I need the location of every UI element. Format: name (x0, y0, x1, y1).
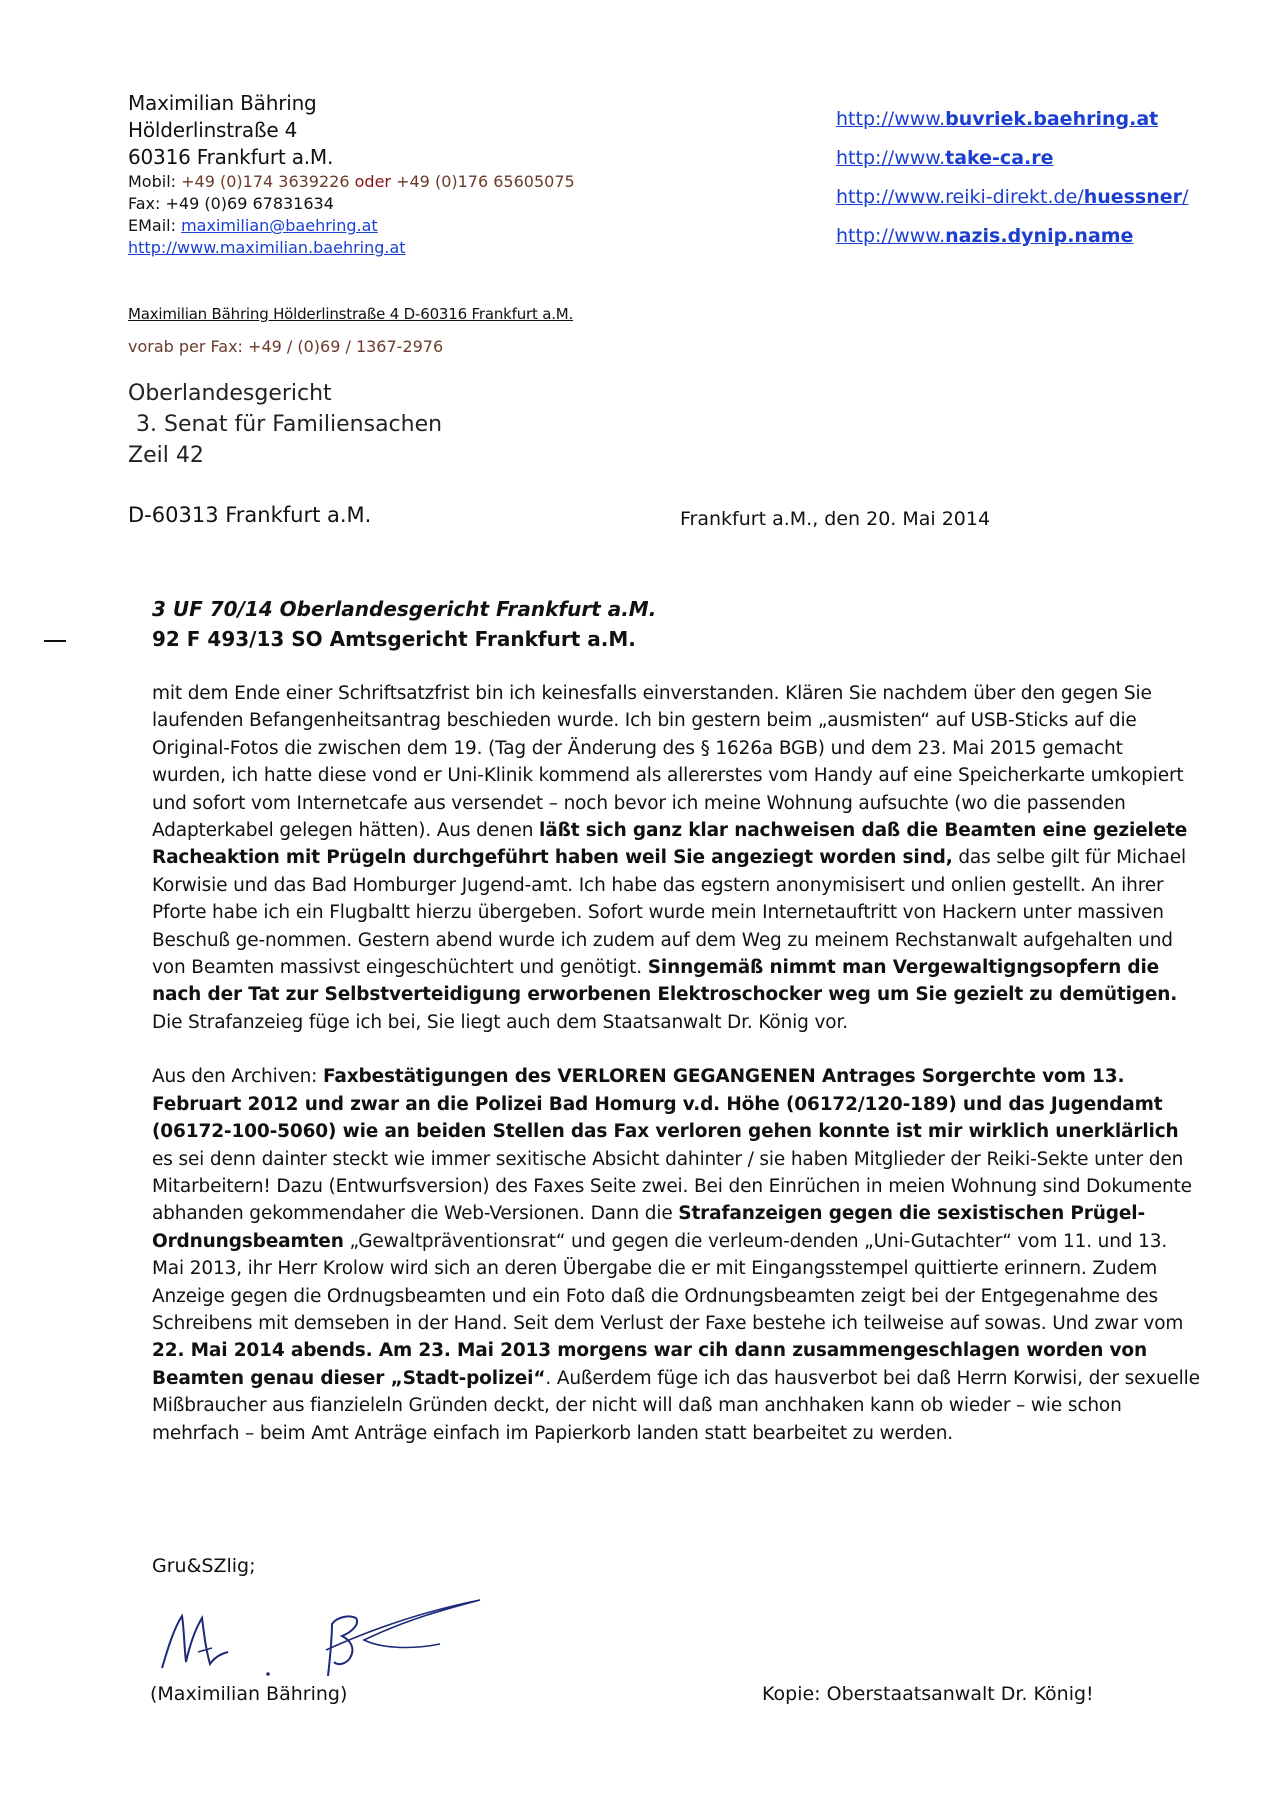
sender-block (128, 90, 575, 259)
date-line: Frankfurt a.M., den 20. Mai 2014 (680, 508, 991, 530)
recipient-city: D-60313 Frankfurt a.M. (128, 503, 372, 527)
paragraph-2: Aus den Archiven: Faxbestätigungen des VERLOREN GEGANGENEN Antrages Sorgerchte vom 13. Februart 2012 und zwar an die Polizei Bad Homurg v.d. Höhe (06172/120-189) und das Jugendamt (06172-100-5060) wie an beiden Stellen das Fax verloren gehen konnte ist mir wirklich unerklärlich es sei denn dainter steckt wie immer sexitische Absicht dahinter / sie haben Mitglieder der Reiki-Sekte unter den Mitarbeitern! Dazu (Entwurfsversion) des Faxes Seite zwei. Bei den Einrüchen in meien Wohnung sind Dokumente abhanden gekommendaher die Web-Versionen. Dann die Strafanzeigen gegen die sexistischen Prügel-Ordnungsbeamten „Gewaltpräventionsrat“ und gegen die verleum-denden „Uni-Gutachter“ vom 11. und 13. Mai 2013, ihr Herr Krolow wird sich an deren Übergabe die er mit Eingangsstempel quittierte erinnern. Zudem Anzeige gegen die Ordnugsbeamten und ein Foto daß die Ordnungsbeamten zeigt bei der Entgegenahme des Schreibens mit demseben in der Hand. Seit dem Verlust der Faxe bestehe ich teilweise auf sowas. Und zwar vom 22. Mai 2014 abends. Am 23. Mai 2013 morgens war cih dann zusammengeschlagen worden von Beamten genau dieser „Stadt-polizei“. Außerdem füge ich das hausverbot bei daß Herrn Korwisi, der sexuelle Mißbraucher aus fianzieleln Gründen deckt, der nicht will daß man anchhaken kann ob wieder – wie schon mehrfach – beim Amt Anträge einfach im Papierkorb landen statt bearbeitet zu werden. (152, 1066, 1200, 1444)
recipient-block (128, 378, 442, 471)
return-address: Maximilian Bähring Hölderlinstraße 4 D-60316 Frankfurt a.M. (128, 305, 574, 323)
sender-street: Hölderlinstraße 4 (128, 118, 298, 142)
fax-label: Fax: (128, 194, 161, 213)
email-link[interactable]: maximilian@baehring.at (181, 216, 378, 235)
website-link-anchor[interactable]: http://www.take-ca.re (836, 147, 1054, 169)
copy-note: Kopie: Oberstaatsanwalt Dr. König! (762, 1683, 1094, 1705)
paragraph-1: mit dem Ende einer Schriftsatzfrist bin ich keinesfalls einverstanden. Klären Sie nachdem über den gegen Sie laufenden Befangenheitsantrag beschieden wurde. Ich bin gestern beim „ausmisten“ auf USB-Sticks auf die Original-Fotos die zwischen dem 19. (Tag der Änderung des § 1626a BGB) und dem 23. Mai 2015 gemacht wurden, ich hatte diese vond er Uni-Klinik kommend als allererstes vom Handy auf eine Speicherkarte umkopiert und sofort vom Internetcafe aus versendet – noch bevor ich meine Wohnung aufsuchte (wo die passenden Adapterkabel gelegen hätten). Aus denen läßt sich ganz klar nachweisen daß die Beamten eine gezielete Racheaktion mit Prügeln durchgeführt haben weil Sie angeziegt worden sind, das selbe gilt für Michael Korwisie und das Bad Homburger Jugend-amt. Ich habe das egstern anonymisisert und onlien gestellt. An ihrer Pforte habe ich ein Flugbaltt hierzu übergeben. Sofort wurde mein Internetauftritt von Hackern unter massiven Beschuß ge-nommen. Gestern abend wurde ich zudem auf dem Weg zu meinem Rechstanwalt aufgehalten und von Beamten massivst eingeschüchtert und genötigt. Sinngemäß nimmt man Vergewaltigngsopfern die nach der Tat zur Selbstverteidigung erworbenen Elektroschocker weg um Sie gezielt zu demütigen. Die Strafanzeieg füge ich bei, Sie liegt auch dem Staatsanwalt Dr. König vor. (152, 683, 1188, 1033)
recipient-court: Oberlandesgericht (128, 381, 332, 406)
website-link-anchor[interactable]: http://www.reiki-direkt.de/huessner/ (836, 186, 1189, 208)
reference-1: 3 UF 70/14 Oberlandesgericht Frankfurt a.M. (152, 597, 657, 621)
website-link-3 (836, 178, 1188, 217)
sender-web (128, 237, 575, 259)
letter-body (152, 680, 1202, 1447)
mobile-number-2: +49 (0)176 65605075 (396, 172, 575, 191)
website-link-1 (836, 100, 1188, 139)
signature-image (150, 1578, 530, 1688)
website-link-anchor[interactable]: http://www.nazis.dynip.name (836, 225, 1134, 247)
fax-advance-note: vorab per Fax: +49 / (0)69 / 1367-2976 (128, 337, 444, 356)
sender-web-link[interactable]: http://www.maximilian.baehring.at (128, 238, 406, 257)
mobile-label: Mobil: (128, 172, 177, 191)
recipient-street: Zeil 42 (128, 443, 204, 468)
signer-name: (Maximilian Bähring) (150, 1683, 348, 1705)
mobile-oder: oder (354, 172, 391, 191)
recipient-senate: 3. Senat für Familiensachen (136, 412, 443, 437)
case-references (152, 594, 656, 654)
website-link-4 (836, 217, 1188, 256)
website-link-2 (836, 139, 1188, 178)
fax-number: +49 (0)69 67831634 (165, 194, 334, 213)
website-link-anchor[interactable]: http://www.buvriek.baehring.at (836, 108, 1159, 130)
sender-mobile (128, 171, 575, 193)
reference-2: 92 F 493/13 SO Amtsgericht Frankfurt a.M. (152, 627, 636, 651)
mobile-number-1: +49 (0)174 3639226 (181, 172, 350, 191)
website-links (836, 100, 1188, 256)
fold-mark (44, 640, 66, 642)
sender-fax (128, 193, 575, 215)
sender-city: 60316 Frankfurt a.M. (128, 145, 334, 169)
email-label: EMail: (128, 216, 176, 235)
sender-name: Maximilian Bähring (128, 91, 317, 115)
greeting: Gru&SZlig; (152, 1555, 256, 1577)
sender-email (128, 215, 575, 237)
